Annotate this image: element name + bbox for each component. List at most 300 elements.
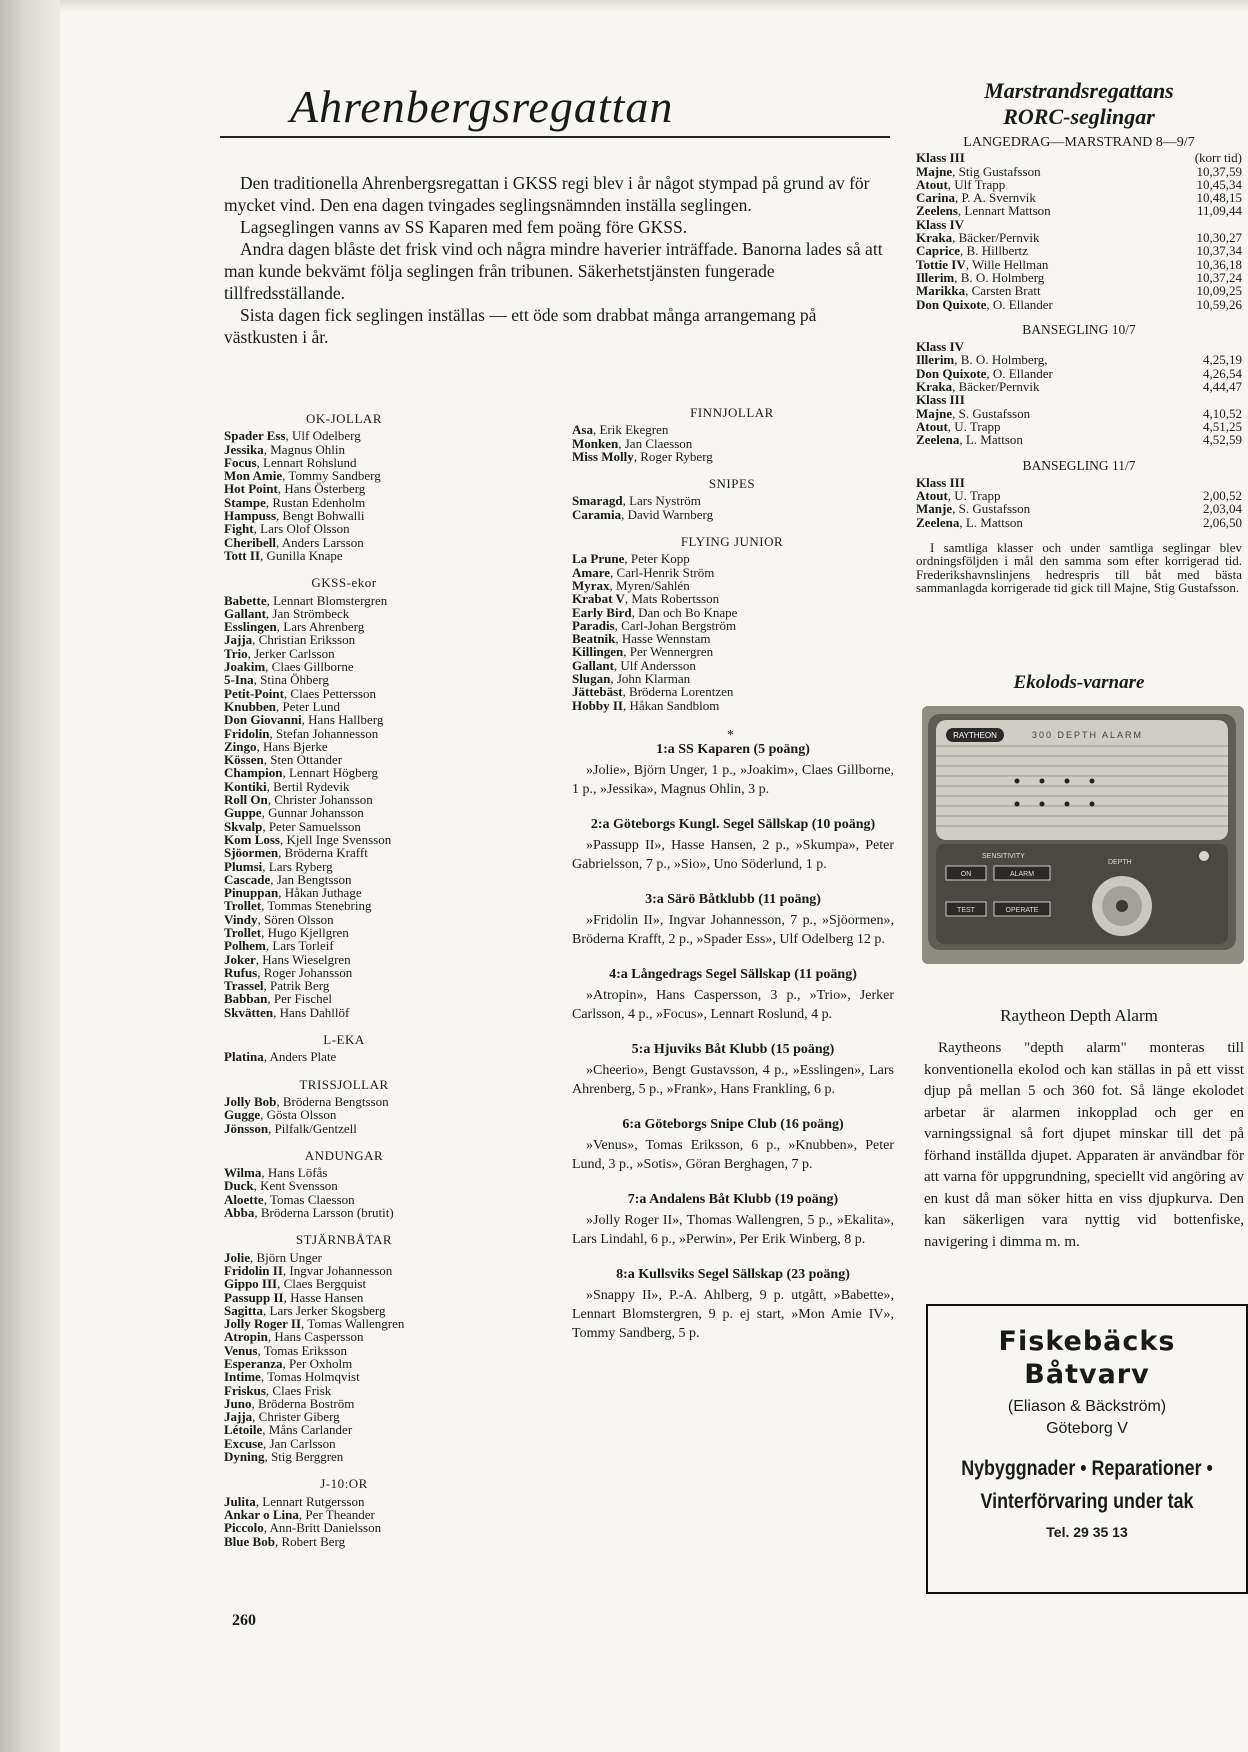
boat-entry: Zeelens, Lennart Mattson: [916, 203, 1051, 219]
entry-row: Venus, Tomas Eriksson: [224, 1342, 347, 1358]
time-row: [916, 516, 1242, 529]
entry-row: Létoile, Måns Carlander: [224, 1422, 353, 1438]
boat-name: Caprice: [916, 243, 961, 259]
boat-name: Joakim: [224, 659, 266, 675]
skipper-name: Tomas Holmqvist: [267, 1369, 360, 1385]
result-heading: 2:a Göteborgs Kungl. Segel Sällskap (10 poäng): [590, 817, 876, 832]
boat-name: Létoile: [224, 1422, 263, 1438]
page-number: 260: [232, 1612, 256, 1629]
skipper-name: Per Wennergren: [629, 644, 714, 660]
class-label: Klass III: [916, 392, 965, 408]
skipper-name: Anders Larsson: [281, 534, 364, 550]
boat-entry: Caprice, B. Hillbertz: [916, 243, 1028, 259]
skipper-name: Hans Hallberg: [308, 712, 384, 728]
boat-name: Skvätten: [224, 1004, 274, 1020]
marstrand-subtitle: RORC-seglingar: [1003, 104, 1155, 129]
skipper-name: Ingvar Johannesson: [289, 1262, 393, 1278]
skipper-name: Dan och Bo Knape: [638, 604, 738, 620]
entry-row: Monken, Jan Claesson: [572, 435, 693, 451]
boat-name: Carina: [916, 190, 955, 206]
time-row: [916, 271, 1242, 284]
skipper-name: Hans Dahllöf: [279, 1004, 350, 1020]
boat-name: La Prune: [572, 551, 625, 567]
entry-row: Passupp II, Hasse Hansen: [224, 1289, 364, 1305]
boat-name: Illerim: [916, 352, 955, 368]
skipper-name: Claes Bergquist: [283, 1276, 367, 1292]
ad-owners: (Eliason & Bäckström): [1007, 1398, 1167, 1415]
boat-name: Fridolin II: [224, 1262, 283, 1278]
skipper-name: Håkan Sandblom: [629, 697, 720, 713]
entry-row: Tott II, Gunilla Knape: [224, 547, 343, 563]
entry-row: Gallant, Jan Strömbeck: [224, 605, 350, 621]
elapsed-time: 10,37,24: [1196, 269, 1242, 285]
boat-name: Miss Molly: [572, 448, 634, 464]
class-heading: L-EKA: [323, 1032, 365, 1048]
skipper-name: David Warnberg: [627, 506, 714, 522]
boat-name: Don Giovanni: [224, 712, 302, 728]
skipper-name: Peter Samuelsson: [268, 818, 361, 834]
class-heading: SNIPES: [708, 476, 756, 492]
entry-row: Esperanza, Per Oxholm: [224, 1356, 353, 1371]
elapsed-time: 10,37,34: [1196, 243, 1242, 259]
boat-entry: Illerim, B. O. Holmberg,: [916, 352, 1048, 368]
entry-row: Cascade, Jan Bengtsson: [224, 871, 352, 887]
entry-row: Asa, Erik Ekegren: [572, 422, 669, 438]
entry-row: La Prune, Peter Kopp: [572, 551, 690, 567]
entry-row: 5-Ina, Stina Öhberg: [224, 672, 329, 688]
skipper-name: Gunnar Johansson: [268, 805, 364, 821]
class-heading: OK-JOLLAR: [306, 411, 382, 426]
boat-name: Manje: [916, 501, 953, 517]
boat-name: Don Quixote: [916, 296, 987, 312]
boat-name: Vindy: [224, 911, 258, 927]
boat-name: Venus: [224, 1342, 258, 1358]
boat-entry: Don Quixote, O. Ellander: [916, 296, 1053, 312]
skipper-name: Bröderna Krafft: [284, 845, 368, 861]
boat-name: Jajja: [224, 632, 253, 648]
ad-name-2: Båtvarv: [1024, 1359, 1150, 1390]
boat-name: Atout: [916, 176, 948, 192]
boat-name: Tott II: [224, 547, 261, 563]
entry-row: Duck, Kent Svensson: [224, 1178, 338, 1194]
skipper-name: Hans Löfås: [267, 1165, 328, 1181]
korr-label: (korr tid): [1194, 150, 1242, 166]
skipper-name: B. O. Holmberg: [960, 269, 1045, 285]
entry-row: Fridolin II, Ingvar Johannesson: [224, 1262, 393, 1278]
boat-name: Atropin: [224, 1329, 268, 1345]
entry-row: Killingen, Per Wennergren: [572, 644, 714, 660]
team-results: [572, 740, 894, 1343]
entry-row: Skvalp, Peter Samuelsson: [224, 818, 361, 834]
skipper-name: Stig Berggren: [270, 1449, 344, 1465]
skipper-name: Myren/Sahlén: [616, 577, 690, 593]
entry-row: Miss Molly, Roger Ryberg: [572, 448, 713, 464]
elapsed-time: 2,06,50: [1203, 514, 1242, 530]
skipper-name: Bröderna Bengtsson: [282, 1093, 389, 1109]
skipper-name: Magnus Ohlin: [270, 441, 345, 457]
skipper-name: Jan Strömbeck: [272, 605, 350, 621]
elapsed-time: 10,36,18: [1196, 256, 1242, 272]
intro-paragraph: Den traditionella Ahrenbergsregattan i GKSS regi blev i år något stympad på grund av för mycket vind. Den ena dagen tvingades seglingsnämnden inställa seglingen.: [224, 173, 870, 215]
marstrand-title: Marstrandsregattans: [984, 78, 1174, 103]
boat-name: Caramia: [572, 506, 622, 522]
skipper-name: Ann-Britt Danielsson: [269, 1520, 382, 1536]
depth-alarm-illustration: [922, 706, 1244, 964]
elapsed-time: 10,30,27: [1196, 230, 1242, 246]
skipper-name: Lars Nyström: [629, 493, 701, 509]
boat-name: Cheribell: [224, 534, 276, 550]
entry-row: Early Bird, Dan och Bo Knape: [572, 604, 738, 620]
boat-name: Zeelena: [916, 432, 960, 448]
entry-row: Guppe, Gunnar Johansson: [224, 805, 364, 821]
boat-name: Trollet: [224, 924, 262, 940]
skipper-name: Carl-Henrik Ström: [616, 564, 715, 580]
skipper-name: Erik Ekegren: [599, 422, 669, 438]
skipper-name: Lennart Rohslund: [263, 454, 357, 470]
book-binding-shadow: [0, 0, 60, 1752]
time-row: [916, 284, 1242, 297]
entry-row: Ankar o Lina, Per Theander: [224, 1506, 375, 1522]
results-column-middle: [572, 406, 892, 712]
boat-name: Ankar o Lina: [224, 1506, 299, 1522]
boat-name: Monken: [572, 435, 619, 451]
boat-name: Focus: [224, 454, 257, 470]
page-top-shadow: [60, 0, 1248, 12]
skipper-name: Carl-Johan Bergström: [621, 617, 737, 633]
entry-row: Atropin, Hans Caspersson: [224, 1329, 364, 1345]
skipper-name: Roger Ryberg: [640, 448, 713, 464]
entry-row: Kontiki, Bertil Rydevik: [224, 778, 350, 794]
entry-row: Spader Ess, Ulf Odelberg: [224, 428, 361, 444]
ekolod-text: Raytheons "depth alarm" monteras till konventionella ekolod och kan ställas in på ett visst djup på mellan 5 och 360 fot. Så länge ekolodet arbetar är alarmen inkopplad och ger en varningssignal så fort djupet minskar till det på förhand inställda djupet. Apparaten är användbar för att varna för uppgrundning, speciellt vid angöring av en kust då man söker hitta en viss djupkurva. Den kan säkerligen vara nyttig vid bottenfiske, navigering i dimma m. m.: [924, 1040, 1244, 1250]
entry-row: Babette, Lennart Blomstergren: [224, 592, 388, 608]
intro-paragraph: Lagseglingen vanns av SS Kaparen med fem poäng före GKSS.: [240, 217, 688, 237]
section-star: *: [727, 728, 734, 743]
result-body: »Atropin», Hans Caspersson, 3 p., »Trio», Jerker Carlsson, 4 p., »Focus», Lennart Roslund, 4 p.: [572, 988, 894, 1022]
time-row: [916, 489, 1242, 502]
boat-name: Smaragd: [572, 493, 623, 509]
skipper-name: Tomas Eriksson: [263, 1342, 347, 1358]
entry-row: Julita, Lennart Rutgersson: [224, 1493, 365, 1509]
boat-name: Fight: [224, 521, 254, 537]
skipper-name: Sten Ottander: [270, 752, 343, 768]
result-body: »Passupp II», Hasse Hansen, 2 p., »Skumpa», Peter Gabrielsson, 7 p., »Sio», Uno Söderlund, 1 p.: [572, 838, 894, 872]
boat-entry: Atout, Ulf Trapp: [916, 176, 1006, 192]
result-heading: 7:a Andalens Båt Klubb (19 poäng): [627, 1192, 839, 1207]
entry-row: Excuse, Jan Carlsson: [224, 1435, 336, 1451]
entry-row: Joker, Hans Wieselgren: [224, 951, 351, 967]
boat-name: Marikka: [916, 283, 966, 299]
skipper-name: Jan Carlsson: [269, 1435, 336, 1451]
entry-row: Roll On, Christer Johansson: [224, 792, 373, 808]
skipper-name: Claes Gillborne: [271, 659, 354, 675]
result-heading: 5:a Hjuviks Båt Klubb (15 poäng): [631, 1042, 835, 1057]
bansegling-heading: BANSEGLING 11/7: [1022, 457, 1136, 473]
boat-name: Jessika: [224, 441, 264, 457]
result-body: »Fridolin II», Ingvar Johannesson, 7 p., »Sjöormen», Bröderna Krafft, 2 p., »Spader Ess», Ulf Odelberg 12 p.: [572, 913, 894, 947]
entry-row: Jolie, Björn Unger: [224, 1249, 322, 1265]
boat-name: Kom Loss: [224, 831, 280, 847]
boat-name: Skvalp: [224, 818, 263, 834]
result-heading: 3:a Särö Båtklubb (11 poäng): [645, 892, 821, 907]
entry-row: Aloette, Tomas Claesson: [224, 1191, 355, 1207]
entry-row: Cheribell, Anders Larsson: [224, 534, 364, 550]
photo-caption: Raytheon Depth Alarm: [1000, 1006, 1158, 1025]
result-body: »Jolie», Björn Unger, 1 p., »Joakim», Claes Gillborne, 1 p., »Jessika», Magnus Ohlin, 3 p.: [572, 763, 894, 797]
boat-name: Hot Point: [224, 481, 278, 497]
boat-name: Sjöormen: [224, 845, 279, 861]
marstrand-note: I samtliga klasser och under samtliga seglingar blev ordningsföljden i mål den samma som efter korrigerad tid. Frederikshavnslinjens hedrespris till båt med bästa sammanlagda korrigerade tid gick till Majne, Stig Gustafsson.: [916, 540, 1242, 596]
skipper-name: Claes Frisk: [272, 1382, 332, 1398]
skipper-name: Lennart Mattson: [964, 203, 1051, 219]
skipper-name: John Klarman: [616, 671, 691, 687]
entry-row: Vindy, Sören Olsson: [224, 911, 334, 927]
skipper-name: Tomas Wallengren: [307, 1316, 405, 1332]
class-heading: TRISSJOLLAR: [299, 1076, 389, 1092]
boat-name: Illerim: [916, 269, 955, 285]
entry-row: Kom Loss, Kjell Inge Svensson: [224, 831, 392, 847]
entry-row: Focus, Lennart Rohslund: [224, 454, 357, 470]
boat-name: Myrax: [572, 577, 610, 593]
entry-row: Trio, Jerker Carlsson: [224, 645, 335, 661]
entry-row: Sagitta, Lars Jerker Skogsberg: [224, 1302, 386, 1318]
skipper-name: B. O. Holmberg,: [960, 352, 1048, 368]
boat-name: Zeelena: [916, 514, 960, 530]
time-row: [916, 178, 1242, 191]
skipper-name: Bengt Bohwalli: [282, 508, 365, 524]
class-heading: STJÄRNBÅTAR: [295, 1232, 393, 1248]
boat-name: Kössen: [224, 752, 264, 768]
skipper-name: Jan Bengtsson: [276, 871, 352, 887]
entry-row: Mon Amie, Tommy Sandberg: [224, 468, 381, 484]
boat-name: Atout: [916, 418, 948, 434]
elapsed-time: 4,51,25: [1203, 418, 1242, 434]
boat-name: Kontiki: [224, 778, 267, 794]
skipper-name: Stefan Johannesson: [276, 725, 379, 741]
entry-row: Jolly Roger II, Tomas Wallengren: [224, 1316, 405, 1332]
entry-row: Esslingen, Lars Ahrenberg: [224, 619, 365, 635]
skipper-name: Hugo Kjellgren: [267, 924, 349, 940]
boat-name: Majne: [916, 405, 953, 421]
entry-row: Gallant, Ulf Andersson: [572, 657, 696, 673]
skipper-name: Björn Unger: [256, 1249, 322, 1265]
time-row: [916, 407, 1242, 420]
entry-row: Hot Point, Hans Österberg: [224, 481, 366, 497]
skipper-name: S. Gustafsson: [958, 405, 1031, 421]
boat-name: Jättebäst: [572, 684, 623, 700]
entry-row: Juno, Bröderna Boström: [224, 1395, 355, 1411]
boat-name: Pinuppan: [224, 885, 279, 901]
skipper-name: Stig Gustafsson: [958, 163, 1041, 179]
result-heading: 4:a Långedrags Segel Sällskap (11 poäng): [609, 967, 857, 982]
entry-row: Trollet, Hugo Kjellgren: [224, 924, 349, 940]
boat-name: Juno: [224, 1395, 252, 1411]
skipper-name: Bröderna Larsson (brutit): [260, 1205, 394, 1221]
skipper-name: U. Trapp: [954, 418, 1001, 434]
boat-name: 5-Ina: [224, 672, 254, 688]
boat-entry: Marikka, Carsten Bratt: [916, 283, 1041, 299]
marstrand-table: [916, 136, 1242, 595]
skipper-name: Ulf Andersson: [620, 657, 696, 673]
svg-text:OPERATE: OPERATE: [1005, 907, 1039, 914]
boat-name: Fridolin: [224, 725, 270, 741]
time-row: [916, 380, 1242, 393]
entry-row: Intime, Tomas Holmqvist: [224, 1369, 360, 1385]
boat-name: Knubben: [224, 698, 277, 714]
ad-phone: Tel. 29 35 13: [1046, 1524, 1128, 1540]
boat-name: Intime: [224, 1369, 261, 1385]
skipper-name: Ulf Trapp: [954, 176, 1006, 192]
skipper-name: Hasse Hansen: [290, 1289, 364, 1305]
result-body: »Cheerio», Bengt Gustavsson, 4 p., »Esslingen», Lars Ahrenberg, 5 p., »Frank», Hans Frankling, 6 p.: [572, 1063, 894, 1097]
entry-row: Jönsson, Pilfalk/Gentzell: [224, 1120, 357, 1136]
elapsed-time: 4,44,47: [1203, 379, 1242, 395]
boat-entry: Carina, P. A. Svernvik: [916, 190, 1036, 206]
entry-row: Jajja, Christer Giberg: [224, 1409, 340, 1425]
skipper-name: Rustan Edenholm: [272, 494, 366, 510]
boat-name: Esperanza: [224, 1356, 283, 1371]
boat-name: Friskus: [224, 1382, 266, 1398]
boat-entry: Zeelena, L. Mattson: [916, 514, 1023, 530]
entry-row: Friskus, Claes Frisk: [224, 1382, 332, 1398]
ad-services: Nybyggnader • Reparationer • Vinterförvaring under tak: [961, 1457, 1213, 1513]
time-row: [916, 244, 1242, 257]
entry-row: Myrax, Myren/Sahlén: [572, 577, 690, 593]
boat-name: Asa: [572, 422, 593, 438]
boat-name: Hampuss: [224, 508, 277, 524]
brand-text: RAYTHEON: [953, 731, 997, 740]
skipper-name: Lars Olof Olsson: [260, 521, 350, 537]
skipper-name: Håkan Juthage: [284, 885, 362, 901]
entry-row: Knubben, Peter Lund: [224, 698, 340, 714]
skipper-name: Bröderna Lorentzen: [629, 684, 734, 700]
boat-entry: Majne, Stig Gustafsson: [916, 163, 1041, 179]
boat-name: Wilma: [224, 1165, 262, 1181]
boat-name: Kraka: [916, 230, 953, 246]
skipper-name: S. Gustafsson: [958, 501, 1031, 517]
skipper-name: Per Oxholm: [289, 1356, 353, 1371]
skipper-name: L. Mattson: [965, 514, 1023, 530]
boat-entry: Atout, U. Trapp: [916, 418, 1001, 434]
skipper-name: L. Mattson: [965, 432, 1023, 448]
time-row: [916, 231, 1242, 244]
boat-name: Gippo III: [224, 1276, 278, 1292]
boat-name: Sagitta: [224, 1302, 263, 1318]
skipper-name: Christer Giberg: [258, 1409, 340, 1425]
results-column-left: [224, 412, 464, 1548]
time-row: [916, 420, 1242, 433]
time-row: [916, 165, 1242, 178]
skipper-name: Bäcker/Pernvik: [958, 230, 1040, 246]
entry-row: Fight, Lars Olof Olsson: [224, 521, 350, 537]
entry-row: Jättebäst, Bröderna Lorentzen: [572, 684, 734, 700]
skipper-name: Hans Bjerke: [263, 738, 328, 754]
svg-text:ON: ON: [960, 871, 972, 878]
marstrand-box: [916, 78, 1242, 595]
skipper-name: Per Fischel: [273, 991, 333, 1007]
entry-row: Blue Bob, Robert Berg: [224, 1533, 346, 1549]
svg-text:TEST: TEST: [957, 907, 975, 914]
skipper-name: Hans Wieselgren: [262, 951, 351, 967]
entry-row: Trassel, Patrik Berg: [224, 978, 330, 994]
boat-entry: Illerim, B. O. Holmberg: [916, 269, 1045, 285]
ekolod-article: [924, 1038, 1244, 1253]
article-intro: [224, 172, 892, 348]
ad-name: Fiskebäcks: [998, 1326, 1176, 1357]
boat-name: Duck: [224, 1178, 254, 1194]
skipper-name: Jan Claesson: [624, 435, 693, 451]
boat-name: Abba: [224, 1205, 255, 1221]
skipper-name: Peter Kopp: [630, 551, 690, 567]
boat-entry: Kraka, Bäcker/Pernvik: [916, 230, 1040, 246]
entry-row: Hobby II, Håkan Sandblom: [572, 697, 720, 713]
boat-entry: Kraka, Bäcker/Pernvik: [916, 379, 1040, 395]
elapsed-time: 10,37,59: [1196, 163, 1242, 179]
skipper-name: Måns Carlander: [268, 1422, 353, 1438]
boat-name: Roll On: [224, 792, 268, 808]
entry-row: Platina, Anders Plate: [224, 1049, 337, 1065]
boat-name: Gugge: [224, 1107, 261, 1123]
skipper-name: Bäcker/Pernvik: [958, 379, 1040, 395]
entry-row: Jajja, Christian Eriksson: [224, 632, 356, 648]
skipper-name: Kjell Inge Svensson: [286, 831, 392, 847]
boat-name: Slugan: [572, 671, 611, 687]
marstrand-class-row: [916, 151, 1242, 164]
entry-row: Plumsi, Lars Ryberg: [224, 858, 333, 874]
skipper-name: Roger Johansson: [263, 964, 353, 980]
skipper-name: Wille Hellman: [971, 256, 1049, 272]
entry-row: Skvätten, Hans Dahllöf: [224, 1004, 350, 1020]
boat-name: Jolie: [224, 1249, 250, 1265]
time-row: [916, 367, 1242, 380]
entry-row: Caramia, David Warnberg: [572, 506, 714, 522]
indicator-light: [1199, 851, 1209, 861]
boat-name: Cascade: [224, 871, 271, 887]
boat-name: Blue Bob: [224, 1533, 275, 1549]
result-body: »Jolly Roger II», Thomas Wallengren, 5 p., »Ekalita», Lars Lindahl, 6 p., »Perwin», Per Erik Winberg, 8 p.: [572, 1213, 894, 1247]
svg-text:ALARM: ALARM: [1009, 871, 1035, 878]
boat-name: Petit-Point: [224, 685, 284, 701]
skipper-name: Sören Olsson: [263, 911, 334, 927]
boat-name: Platina: [224, 1049, 264, 1065]
boat-name: Zeelens: [916, 203, 958, 219]
boat-name: Trio: [224, 645, 248, 661]
bansegling-heading: BANSEGLING 10/7: [1022, 321, 1136, 337]
entry-row: Sjöormen, Bröderna Krafft: [224, 845, 368, 861]
title-rule: [220, 136, 890, 138]
elapsed-time: 10,59,26: [1196, 296, 1242, 312]
entry-row: Petit-Point, Claes Pettersson: [224, 685, 376, 701]
boat-name: Aloette: [224, 1191, 264, 1207]
ad-city: Göteborg V: [1046, 1420, 1128, 1437]
skipper-name: Carsten Bratt: [971, 283, 1041, 299]
boat-name: Jolly Roger II: [224, 1316, 302, 1332]
boat-name: Krabat V: [572, 591, 625, 607]
skipper-name: Hans Österberg: [284, 481, 366, 497]
boat-entry: Manje, S. Gustafsson: [916, 501, 1031, 517]
class-heading: FINNJOLLAR: [690, 405, 774, 420]
skipper-name: Ulf Odelberg: [292, 428, 361, 444]
boat-name: Trassel: [224, 978, 264, 994]
boat-entry: Atout, U. Trapp: [916, 488, 1001, 504]
boat-name: Jolly Bob: [224, 1093, 277, 1109]
class-heading: ANDUNGAR: [304, 1147, 384, 1163]
skipper-name: P. A. Svernvik: [961, 190, 1036, 206]
time-row: [916, 298, 1242, 311]
elapsed-time: 4,25,19: [1203, 352, 1242, 368]
entry-row: Fridolin, Stefan Johannesson: [224, 725, 379, 741]
boat-name: Killingen: [572, 644, 624, 660]
